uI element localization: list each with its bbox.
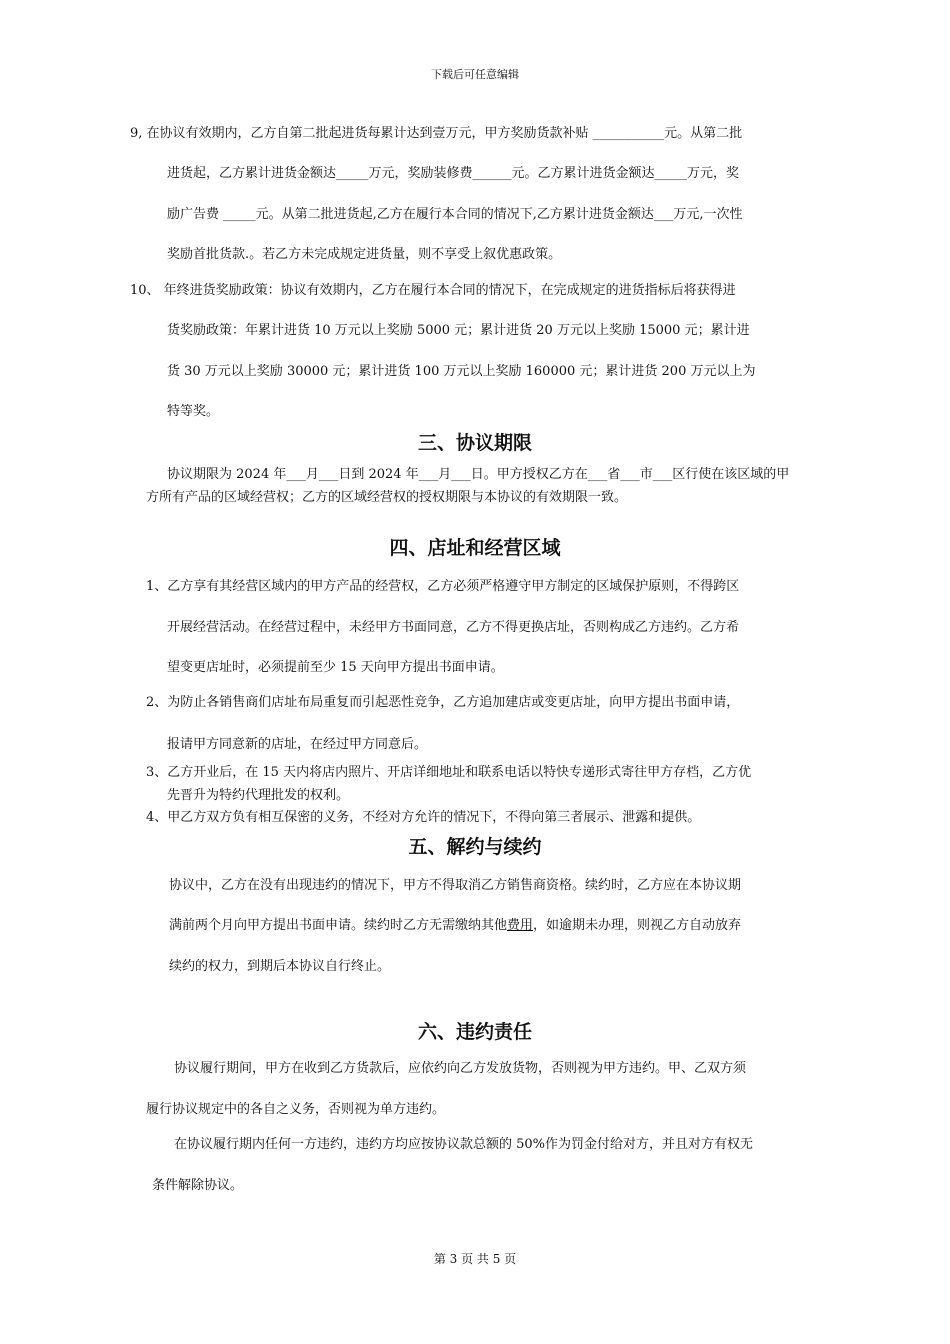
section5-line1: 协议中，乙方在没有出现违约的情况下，甲方不得取消乙方销售商资格。续约时，乙方应在本协议期 [169,878,742,893]
item10-line4: 特等奖。 [167,404,220,419]
page-footer: 第 3 页 共 5 页 [433,1252,517,1266]
section5-line2-part3: ，如逾期未办理，则视乙方自动放弃 [533,918,742,933]
section5-title: 五、解约与续约 [408,836,542,858]
fee-link[interactable]: 费用 [507,918,534,933]
section6-para1-line1: 协议履行期间，甲方在收到乙方货款后，应依约向乙方发放货物，否则视为甲方违约。甲、乙双方须 [174,1061,747,1076]
section4-item1-line1: 1、乙方享有其经营区域内的甲方产品的经营权，乙方必须严格遵守甲方制定的区域保护原则，不得跨区 [146,579,740,594]
section4-item1-line3: 望变更店址时，必须提前至少 15 天向甲方提出书面申请。 [167,660,504,675]
item9-line1: 9, 在协议有效期内，乙方自第二批起进货每累计达到壹万元，甲方奖励货款补贴 ___________元。从第二批 [130,126,743,141]
section3-title: 三、协议期限 [417,432,532,454]
section4-title: 四、店址和经营区域 [389,537,561,559]
section5-line3: 续约的权力，到期后本协议自行终止。 [169,959,391,974]
section4-item1-line2: 开展经营活动。在经营过程中，未经甲方书面同意，乙方不得更换店址，否则构成乙方违约。乙方希 [167,620,740,635]
item10-line2: 货奖励政策：年累计进货 10 万元以上奖励 5000 元；累计进货 20 万元以上奖励 15000 元；累计进 [167,323,750,338]
section4-item2-line2: 报请甲方同意新的店址，在经过甲方同意后。 [167,737,428,752]
section4-item2-line1: 2、为防止各销售商们店址布局重复而引起恶性竞争，乙方追加建店或变更店址，向甲方提出书面申请， [146,695,740,710]
section6-title: 六、违约责任 [417,1021,532,1043]
section4-item3-line1: 3、乙方开业后，在 15 天内将店内照片、开店详细地址和联系电话以特快专递形式寄往甲方存档，乙方优 [146,765,752,780]
section6-para1-line2: 履行协议规定中的各自之义务，否则视为单方违约。 [146,1102,446,1117]
section3-line2: 方所有产品的区域经营权；乙方的区域经营权的授权期限与本协议的有效期限一致。 [146,490,628,505]
item9-line3: 励广告费 _____元。从第二批进货起,乙方在履行本合同的情况下,乙方累计进货金额达___万元,一次性 [167,207,743,222]
item10-line3: 货 30 万元以上奖励 30000 元；累计进货 100 万元以上奖励 160000 元；累计进货 200 万元以上为 [167,364,756,379]
item10-line1: 10、 年终进货奖励政策：协议有效期内，乙方在履行本合同的情况下，在完成规定的进货指标后将获得进 [130,283,736,298]
section6-para2-line2: 条件解除协议。 [152,1178,244,1193]
item9-line4: 奖励首批货款.。若乙方未完成规定进货量，则不享受上叙优惠政策。 [167,247,562,262]
page-header: 下载后可任意编辑 [431,68,519,81]
section4-item3-line2: 先晋升为特约代理批发的权利。 [167,788,350,803]
section6-para2-line1: 在协议履行期内任何一方违约，违约方均应按协议款总额的 50%作为罚金付给对方，并且对方有权无 [174,1137,754,1152]
item9-line2: 进货起，乙方累计进货金额达_____万元，奖励装修费______元。乙方累计进货金额达_____万元，奖 [167,166,740,181]
section4-item4-line1: 4、甲乙方双方负有相互保密的义务，不经对方允许的情况下，不得向第三者展示、泄露和提供。 [146,810,701,825]
section5-line2 [169,914,741,933]
section3-line1: 协议期限为 2024 年___月___日到 2024 年___月___日。甲方授权乙方在___省___市___区行使在该区域的甲 [167,467,790,482]
section5-line2-part1: 满前两个月向甲方提出书面申请。续约时乙方无需缴纳其他 [169,918,508,933]
